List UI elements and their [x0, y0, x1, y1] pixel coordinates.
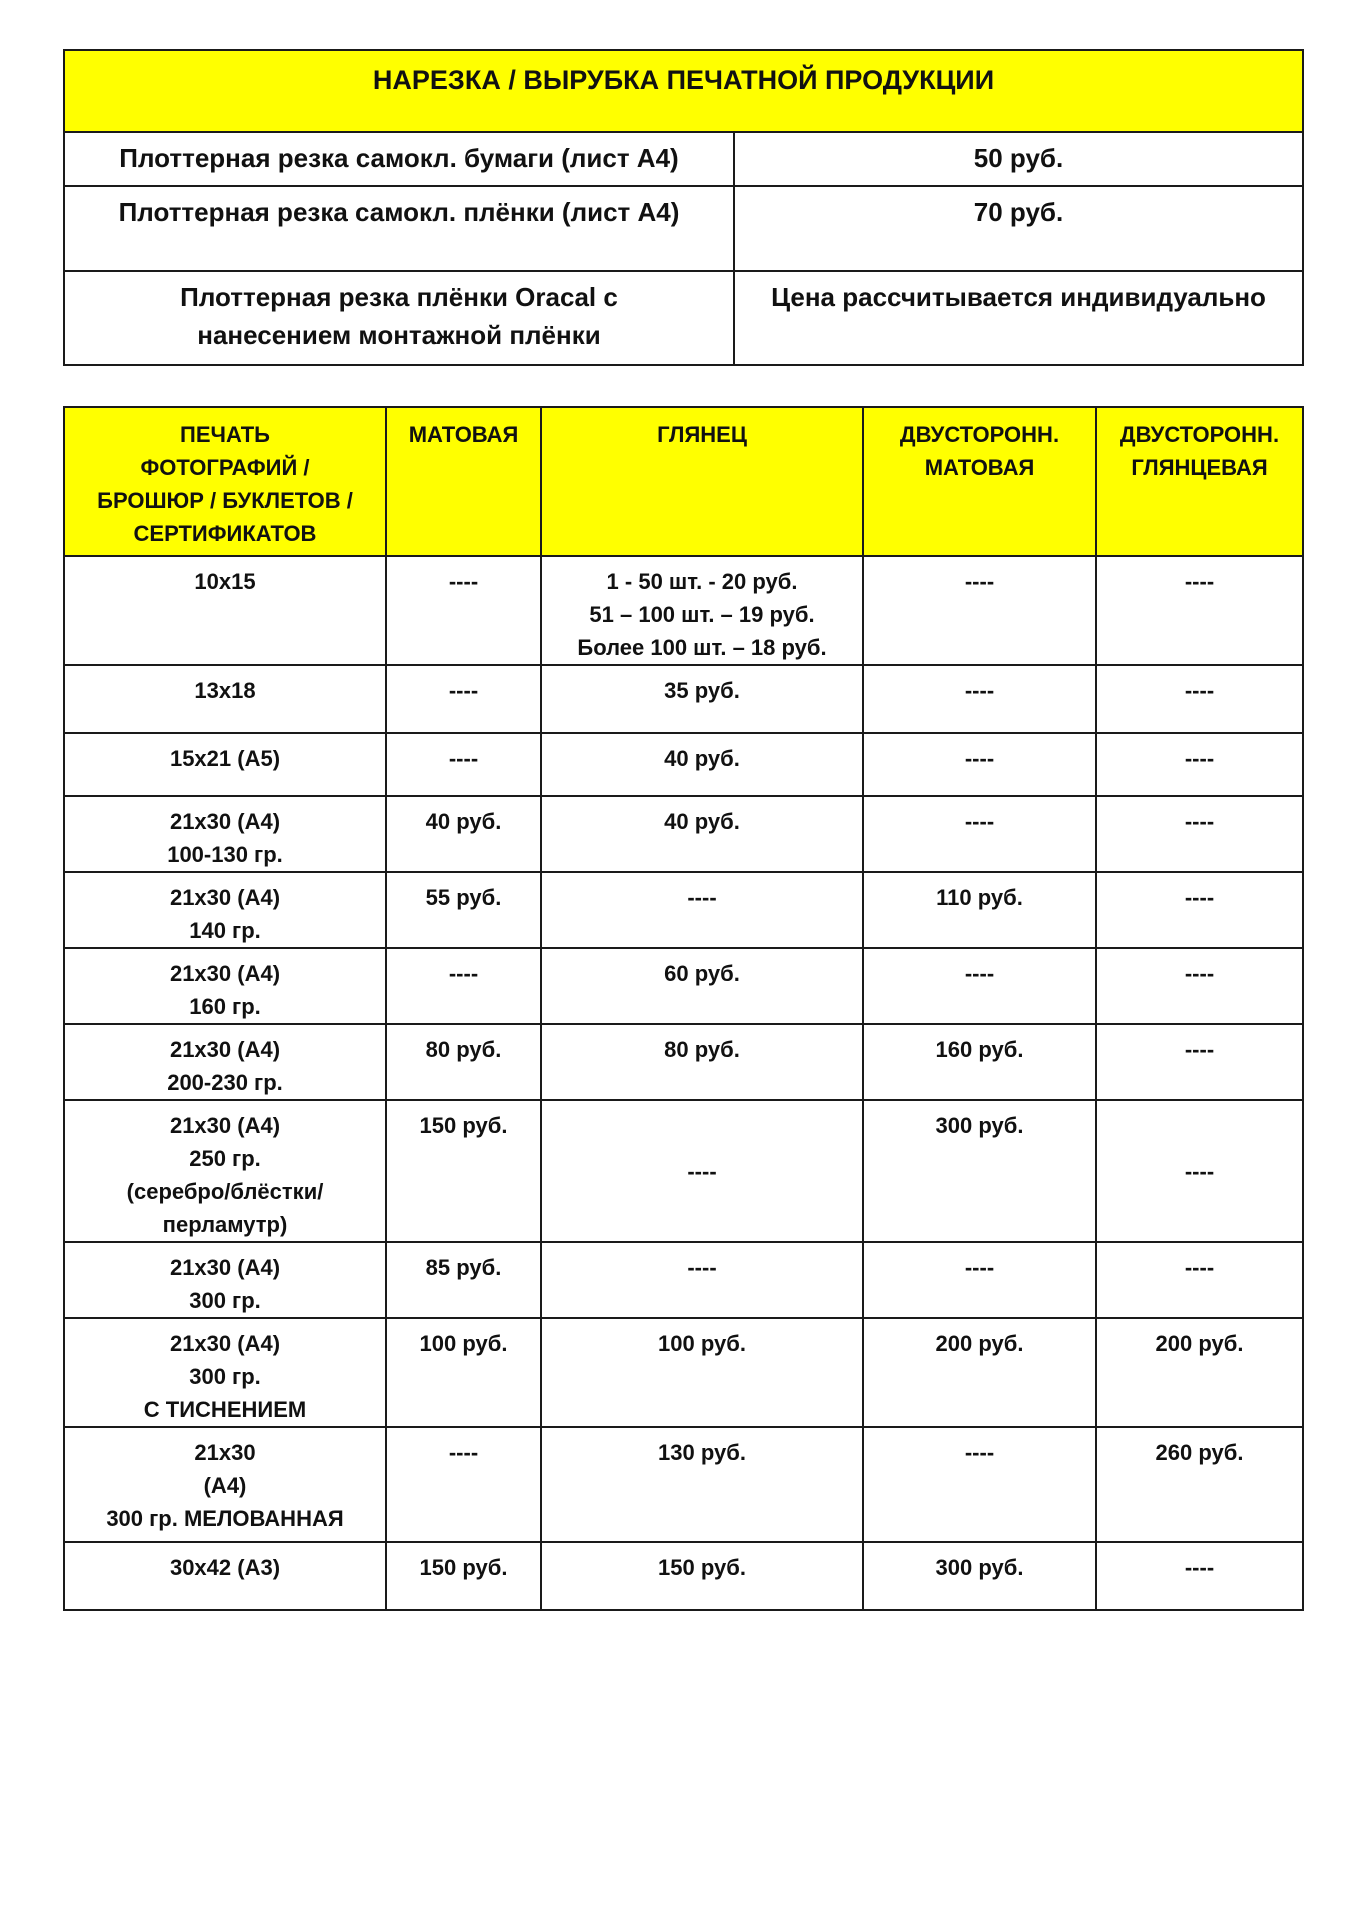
gloss-price-cell	[541, 1427, 863, 1542]
header-matte	[386, 407, 541, 556]
matte-price-cell: 150 руб.	[386, 1100, 541, 1242]
duplex-matte-price-cell: ----	[863, 796, 1096, 872]
duplex-gloss-price-cell: 260 руб.	[1096, 1427, 1303, 1542]
duplex-gloss-price-cell: ----	[1096, 665, 1303, 733]
cell-line: МАТОВАЯ	[924, 455, 1035, 480]
size-cell	[64, 1100, 386, 1242]
table-row	[64, 1024, 1303, 1100]
gloss-price-cell	[541, 1542, 863, 1610]
table-row	[64, 948, 1303, 1024]
cell-line: 13х18	[194, 678, 256, 703]
duplex-gloss-price-cell: 200 руб.	[1096, 1318, 1303, 1427]
table-row	[64, 872, 1303, 948]
table-row	[64, 1100, 1303, 1242]
cell-line: 80 руб.	[664, 1037, 740, 1062]
table-row	[64, 733, 1303, 796]
cell-line: ГЛЯНЕЦ	[657, 422, 747, 447]
cell-line: 15х21 (А5)	[169, 746, 281, 771]
cutting-service: Плоттерная резка самокл. бумаги (лист А4)	[64, 132, 734, 186]
duplex-gloss-price-cell: ----	[1096, 872, 1303, 948]
duplex-matte-price-cell: 200 руб.	[863, 1318, 1096, 1427]
cell-line: 1 - 50 шт. - 20 руб.	[606, 569, 798, 594]
gloss-price-cell	[541, 733, 863, 796]
cutting-price: 50 руб.	[734, 132, 1303, 186]
cell-line: 21х30 (А4)	[169, 1331, 281, 1356]
cell-line: 160 гр.	[189, 994, 261, 1019]
cell-line: 250 гр.	[189, 1146, 261, 1171]
cell-line: 100-130 гр.	[167, 842, 283, 867]
cutting-service-line: Плоттерная резка плёнки Oracal с	[180, 282, 618, 312]
cell-line: 30х42 (А3)	[169, 1555, 281, 1580]
cell-line: БРОШЮР / БУКЛЕТОВ /	[97, 488, 353, 513]
table-row	[64, 1242, 1303, 1318]
gloss-price-cell	[541, 948, 863, 1024]
cell-line: 40 руб.	[664, 746, 740, 771]
duplex-matte-price-cell: 300 руб.	[863, 1542, 1096, 1610]
cell-line: 100 руб.	[658, 1331, 746, 1356]
duplex-gloss-price-cell: ----	[1096, 1024, 1303, 1100]
cell-line: 140 гр.	[189, 918, 261, 943]
duplex-matte-price-cell: ----	[863, 665, 1096, 733]
duplex-matte-price-cell: 160 руб.	[863, 1024, 1096, 1100]
cell-line: ----	[687, 885, 717, 910]
matte-price-cell: 80 руб.	[386, 1024, 541, 1100]
cell-line: Более 100 шт. – 18 руб.	[577, 635, 827, 660]
duplex-matte-price-cell: ----	[863, 556, 1096, 665]
gloss-price-cell	[541, 665, 863, 733]
size-cell	[64, 872, 386, 948]
header-duplex-matte	[863, 407, 1096, 556]
cutting-service: Плоттерная резка самокл. плёнки (лист А4)	[64, 186, 734, 271]
duplex-gloss-price-cell: ----	[1096, 556, 1303, 665]
size-cell	[64, 796, 386, 872]
cell-line: ДВУСТОРОНН.	[899, 422, 1060, 447]
matte-price-cell: 85 руб.	[386, 1242, 541, 1318]
cell-line: 60 руб.	[664, 961, 740, 986]
cell-line: 200-230 гр.	[167, 1070, 283, 1095]
cutting-price: Цена рассчитывается индивидуально	[734, 271, 1303, 365]
matte-price-cell: 40 руб.	[386, 796, 541, 872]
duplex-gloss-price-cell: ----	[1096, 733, 1303, 796]
cell-line: ----	[687, 1158, 717, 1184]
header-print-type	[64, 407, 386, 556]
duplex-matte-price-cell: 110 руб.	[863, 872, 1096, 948]
matte-price-cell: ----	[386, 1427, 541, 1542]
duplex-matte-price-cell: ----	[863, 733, 1096, 796]
cell-line: 300 гр. МЕЛОВАННАЯ	[106, 1506, 344, 1531]
duplex-gloss-price-cell: ----	[1096, 948, 1303, 1024]
gloss-price-cell	[541, 796, 863, 872]
matte-price-cell: 55 руб.	[386, 872, 541, 948]
printing-price-table	[63, 406, 1304, 1611]
size-cell	[64, 556, 386, 665]
cell-line: 40 руб.	[664, 809, 740, 834]
gloss-price-cell	[541, 872, 863, 948]
table-row	[64, 1427, 1303, 1542]
matte-price-cell: ----	[386, 948, 541, 1024]
duplex-gloss-price-cell: ----	[1096, 1100, 1303, 1242]
cell-line: ГЛЯНЦЕВАЯ	[1131, 455, 1268, 480]
cutting-price: 70 руб.	[734, 186, 1303, 271]
size-cell	[64, 1542, 386, 1610]
matte-price-cell: ----	[386, 665, 541, 733]
table-row	[64, 796, 1303, 872]
gloss-price-cell	[541, 1242, 863, 1318]
matte-price-cell: 150 руб.	[386, 1542, 541, 1610]
cutting-service-line: нанесением монтажной плёнки	[197, 320, 601, 350]
size-cell	[64, 948, 386, 1024]
size-cell	[64, 665, 386, 733]
duplex-matte-price-cell: ----	[863, 1427, 1096, 1542]
duplex-matte-price-cell: ----	[863, 1242, 1096, 1318]
cell-line: 21х30 (А4)	[169, 885, 281, 910]
cell-line: 21х30 (А4)	[169, 1037, 281, 1062]
matte-price-cell: 100 руб.	[386, 1318, 541, 1427]
cell-line: 21х30	[194, 1440, 256, 1465]
cell-line: МАТОВАЯ	[408, 422, 519, 447]
table-row	[64, 1318, 1303, 1427]
header-gloss	[541, 407, 863, 556]
cell-line: ФОТОГРАФИЙ /	[140, 455, 310, 480]
cell-line: СЕРТИФИКАТОВ	[133, 521, 317, 546]
gloss-price-cell	[541, 1024, 863, 1100]
gloss-price-cell	[541, 1318, 863, 1427]
cell-line: 300 гр.	[189, 1364, 261, 1389]
cell-line: 21х30 (А4)	[169, 961, 281, 986]
table-row	[64, 665, 1303, 733]
cell-line: (серебро/блёстки/	[126, 1179, 324, 1204]
duplex-gloss-price-cell: ----	[1096, 1542, 1303, 1610]
matte-price-cell: ----	[386, 556, 541, 665]
size-cell	[64, 1318, 386, 1427]
size-cell	[64, 1024, 386, 1100]
duplex-gloss-price-cell: ----	[1096, 1242, 1303, 1318]
cutting-table-title: НАРЕЗКА / ВЫРУБКА ПЕЧАТНОЙ ПРОДУКЦИИ	[64, 50, 1303, 132]
cell-line: ----	[687, 1255, 717, 1280]
cell-line: 21х30 (А4)	[169, 1113, 281, 1138]
cell-line: 35 руб.	[664, 678, 740, 703]
cell-line: (А4)	[203, 1473, 247, 1498]
cell-line: 21х30 (А4)	[169, 809, 281, 834]
cell-line: ПЕЧАТЬ	[180, 422, 270, 447]
cell-line: перламутр)	[162, 1212, 288, 1237]
table-row	[64, 556, 1303, 665]
cell-line: 21х30 (А4)	[169, 1255, 281, 1280]
cell-line: 150 руб.	[658, 1555, 746, 1580]
duplex-matte-price-cell: 300 руб.	[863, 1100, 1096, 1242]
gloss-price-cell	[541, 1100, 863, 1242]
duplex-gloss-price-cell: ----	[1096, 796, 1303, 872]
duplex-matte-price-cell: ----	[863, 948, 1096, 1024]
cell-line: 130 руб.	[658, 1440, 746, 1465]
size-cell	[64, 1242, 386, 1318]
size-cell	[64, 1427, 386, 1542]
cutting-service	[64, 271, 734, 365]
table-row	[64, 1542, 1303, 1610]
size-cell	[64, 733, 386, 796]
cell-line: 10х15	[194, 569, 256, 594]
cell-line: ДВУСТОРОНН.	[1119, 422, 1280, 447]
cell-line: С ТИСНЕНИЕМ	[143, 1397, 307, 1422]
header-duplex-gloss	[1096, 407, 1303, 556]
gloss-price-cell	[541, 556, 863, 665]
cell-line: 300 гр.	[189, 1288, 261, 1313]
cutting-price-table	[63, 49, 1304, 366]
cell-line: 51 – 100 шт. – 19 руб.	[589, 602, 815, 627]
matte-price-cell: ----	[386, 733, 541, 796]
